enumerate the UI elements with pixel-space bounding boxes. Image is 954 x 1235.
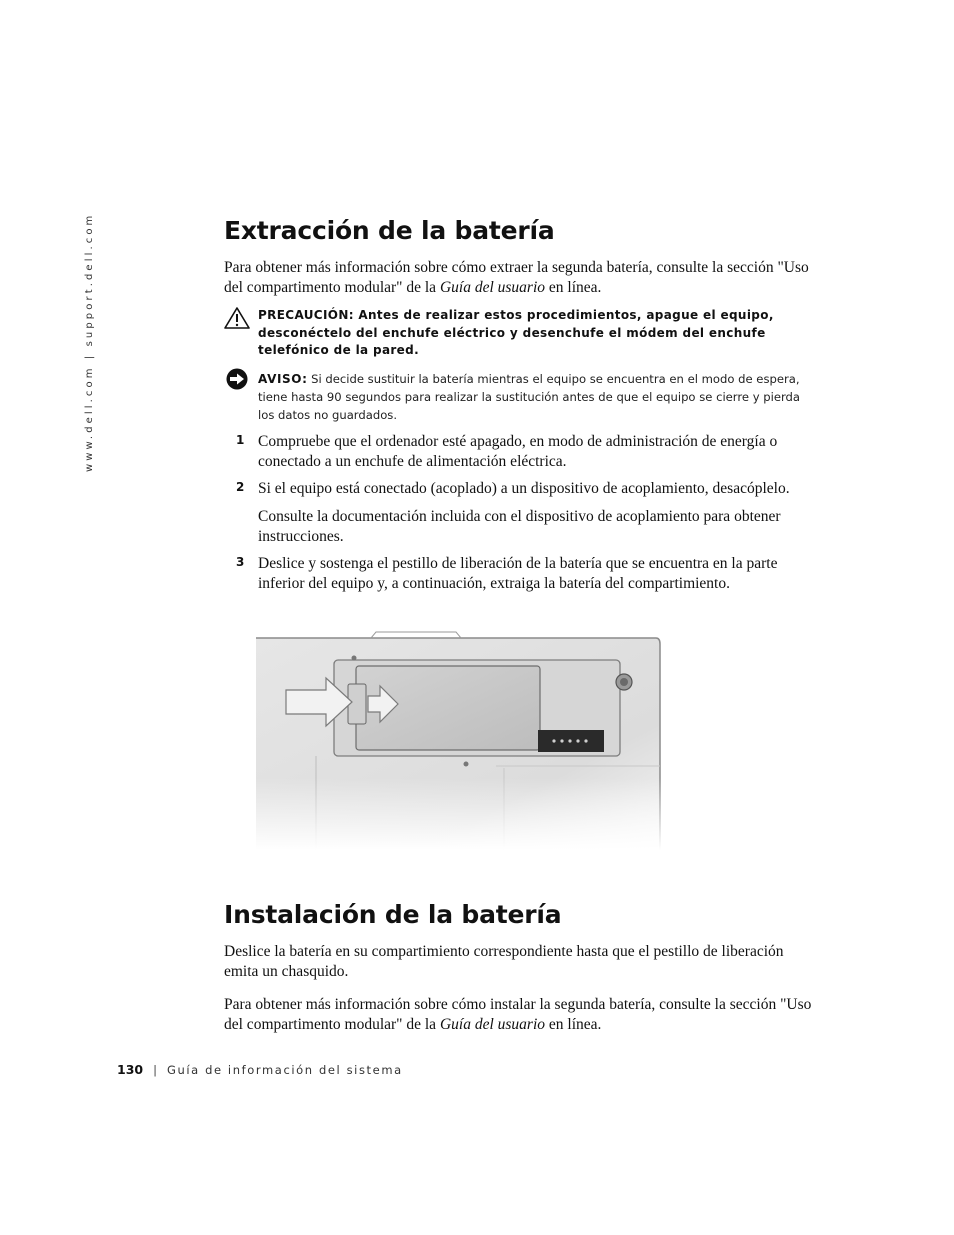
step-text: Deslice y sostenga el pestillo de liberación de la batería que se encuentra en la parte inferior del equipo y, a continuación, extraiga la batería del compartimiento. bbox=[258, 555, 778, 592]
step-number: 2 bbox=[236, 480, 245, 494]
step-2-continuation bbox=[224, 507, 816, 546]
page-footer bbox=[117, 1062, 403, 1077]
caution-text: Antes de realizar estos procedimientos, apague el equipo, desconéctelo del enchufe eléctrico y desenchufe el módem del enchufe telefónico de la pared. bbox=[258, 308, 774, 357]
page-number: 130 bbox=[117, 1062, 144, 1077]
step-1 bbox=[224, 432, 816, 471]
installation-para-1: Deslice la batería en su compartimiento correspondiente hasta que el pestillo de liberación emita un chasquido. bbox=[224, 943, 784, 980]
step-number: 3 bbox=[236, 555, 245, 569]
installation-para-2: Para obtener más información sobre cómo instalar la segunda batería, consulte la sección "Uso del compartimento modular" de la Guía del usuario en línea. bbox=[224, 996, 812, 1033]
step-number: 1 bbox=[236, 433, 245, 447]
notice-text: Si decide sustituir la batería mientras el equipo se encuentra en el modo de espera, tiene hasta 90 segundos para realizar la sustitución antes de que el equipo se cierre y pierda los datos no guardados. bbox=[258, 372, 800, 422]
sidebar-url: www.dell.com | support.dell.com bbox=[84, 212, 95, 472]
warning-triangle-icon bbox=[224, 307, 250, 329]
section-title-installation: Instalación de la batería bbox=[224, 900, 562, 929]
step-text: Consulte la documentación incluida con el dispositivo de acoplamiento para obtener instrucciones. bbox=[258, 508, 781, 545]
step-2 bbox=[224, 479, 816, 499]
footer-title: Guía de información del sistema bbox=[166, 1063, 403, 1077]
section-title-extraction: Extracción de la batería bbox=[224, 216, 555, 245]
caution-notice bbox=[224, 307, 816, 360]
extraction-intro: Para obtener más información sobre cómo extraer la segunda batería, consulte la sección "Uso del compartimento modular" de la Guía del usuario en línea. bbox=[224, 259, 809, 296]
step-text: Si el equipo está conectado (acoplado) a un dispositivo de acoplamiento, desacóplelo. bbox=[258, 480, 790, 497]
notice-arrow-icon bbox=[224, 368, 250, 390]
battery-removal-illustration bbox=[256, 628, 666, 850]
caution-label: PRECAUCIÓN: bbox=[258, 308, 354, 322]
notice-label: AVISO: bbox=[258, 372, 308, 386]
footer-separator: | bbox=[153, 1063, 157, 1077]
step-text: Compruebe que el ordenador esté apagado, en modo de administración de energía o conectado a un enchufe de alimentación eléctrica. bbox=[258, 433, 778, 470]
step-3 bbox=[224, 554, 816, 593]
notice-aviso bbox=[224, 370, 816, 424]
